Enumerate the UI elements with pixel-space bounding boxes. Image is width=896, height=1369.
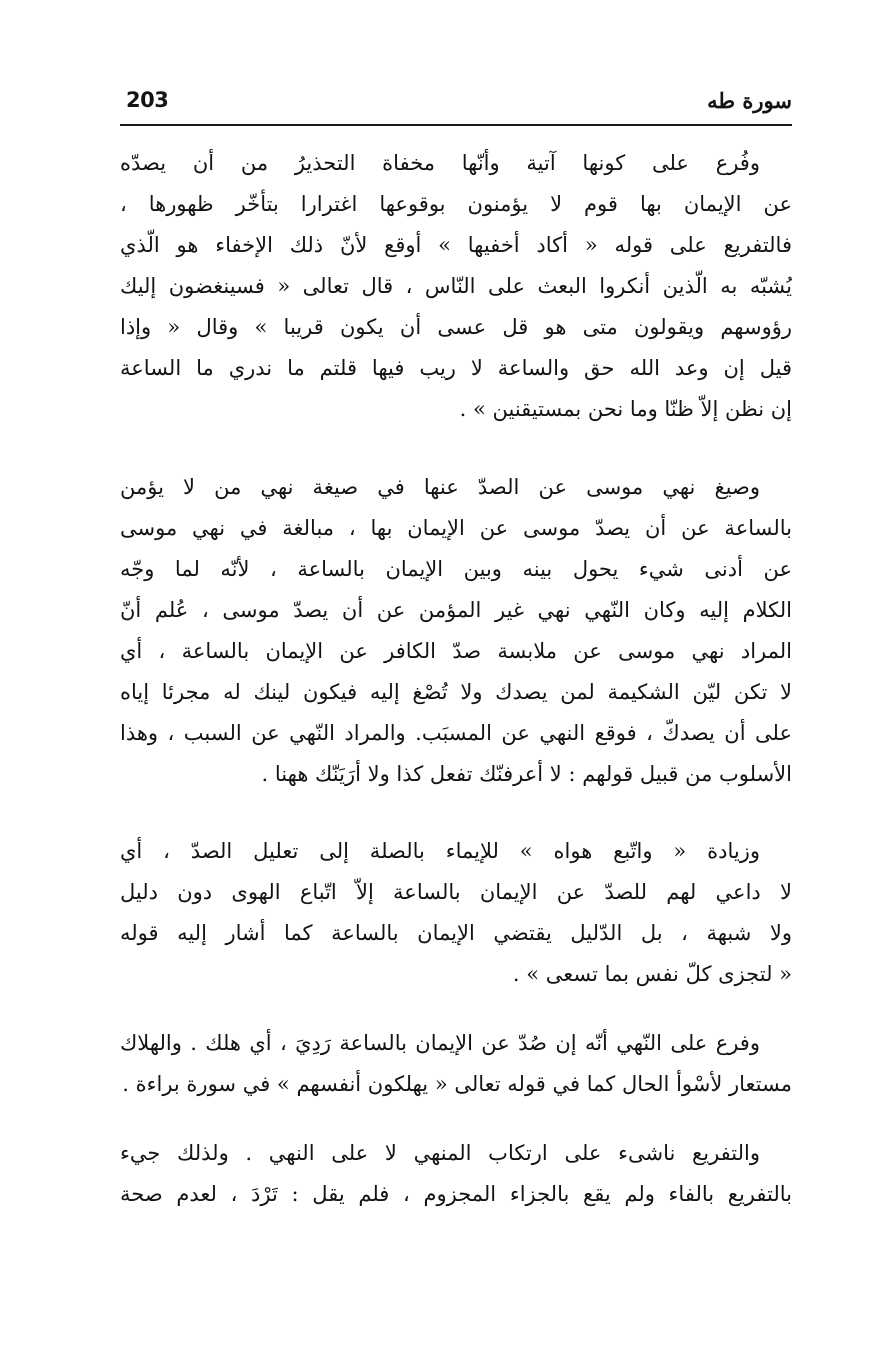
paragraph-4	[120, 1023, 792, 1105]
text-line: فالتفريع على قوله « أكاد أخفيها » أوقع لأنّ ذلك الإخفاء هو الّذي	[120, 233, 792, 257]
paragraph-3	[120, 831, 792, 995]
text-line: على أن يصدكّ ، فوقع النهي عن المسبَب. والمراد النّهي عن السبب ، وهذا	[120, 721, 792, 745]
text-line: وزيادة « واتّبع هواه » للإيماء بالصلة إلى تعليل الصدّ ، أي	[120, 839, 760, 863]
page-header	[120, 88, 792, 122]
text-line: وفُرع على كونها آتية وأنّها مخفاة التحذيرُ من أن يصدّه	[120, 151, 760, 175]
running-title: سورة طه	[707, 88, 792, 113]
text-line: لا تكن ليّن الشكيمة لمن يصدك ولا تُصْغ إليه فيكون لينك له مجرئا إياه	[120, 680, 792, 704]
text-line: يُشبّه به الّذين أنكروا البعث على النّاس ، قال تعالى « فسينغضون إليك	[120, 274, 792, 298]
text-line: بالساعة عن أن يصدّ موسى عن الإيمان بها ، مبالغة في نهي موسى	[120, 516, 792, 540]
text-line: وفرع على النّهي أنّه إن صُدّ عن الإيمان بالساعة رَدِيَ ، أي هلك . والهلاك	[120, 1031, 760, 1055]
text-line: رؤوسهم ويقولون متى هو قل عسى أن يكون قريبا » وقال « وإذا	[120, 315, 792, 339]
text-line: قيل إن وعد الله حق والساعة لا ريب فيها قلتم ما ندري ما الساعة	[120, 356, 792, 380]
text-line: بالتفريع بالفاء ولم يقع بالجزاء المجزوم ، فلم يقل : تَرْدَ ، لعدم صحة	[120, 1182, 792, 1206]
page-number: 203	[126, 88, 169, 112]
text-line: لا داعي لهم للصدّ عن الإيمان بالساعة إلاّ اتّباع الهوى دون دليل	[120, 880, 792, 904]
text-line: المراد نهي موسى عن ملابسة صدّ الكافر عن الإيمان بالساعة ، أي	[120, 639, 792, 663]
header-rule	[120, 124, 792, 126]
text-line: إن نظن إلاّ ظنّا وما نحن بمستيقنين » .	[459, 397, 792, 421]
text-line: « لتجزى كلّ نفس بما تسعى » .	[512, 962, 792, 986]
paragraph-1	[120, 143, 792, 430]
text-line: ولا شبهة ، بل الدّليل يقتضي الإيمان بالساعة كما أشار إليه قوله	[120, 921, 792, 945]
text-line: مستعار لأسْوأ الحال كما في قوله تعالى « يهلكون أنفسهم » في سورة براءة .	[122, 1072, 792, 1096]
paragraph-2	[120, 467, 792, 795]
text-line: الأسلوب من قبيل قولهم : لا أعرفنّك تفعل كذا ولا أرَيَنّك ههنا .	[261, 762, 792, 786]
text-line: والتفريع ناشىء على ارتكاب المنهي لا على النهي . ولذلك جيء	[120, 1141, 760, 1165]
text-line: عن أدنى شيء يحول بينه وبين الإيمان بالساعة ، لأنّه لما وجّه	[120, 557, 792, 581]
text-line: وصيغ نهي موسى عن الصدّ عنها في صيغة نهي من لا يؤمن	[120, 475, 760, 499]
paragraph-5	[120, 1133, 792, 1215]
text-line: الكلام إليه وكان النّهي نهي غير المؤمن عن أن يصدّ موسى ، عُلم أنّ	[120, 598, 792, 622]
text-line: عن الإيمان بها قوم لا يؤمنون بوقوعها اغترارا بتأخّر ظهورها ،	[120, 192, 792, 216]
